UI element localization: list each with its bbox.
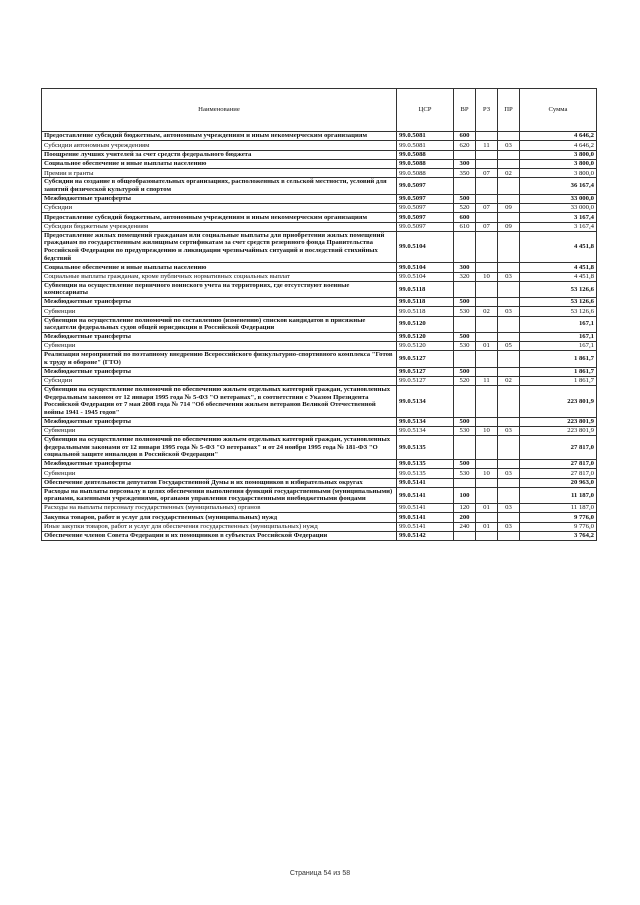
cell-rz: [476, 351, 498, 367]
cell-pr: [498, 316, 520, 332]
cell-vr: 520: [454, 203, 476, 212]
cell-rz: 01: [476, 342, 498, 351]
cell-csr: 99.0.5118: [397, 307, 454, 316]
cell-vr: 600: [454, 132, 476, 141]
cell-csr: 99.0.5088: [397, 159, 454, 168]
cell-pr: 03: [498, 141, 520, 150]
cell-sum: 33 000,0: [520, 194, 597, 203]
cell-vr: 350: [454, 169, 476, 178]
cell-pr: [498, 478, 520, 487]
cell-pr: 03: [498, 469, 520, 478]
cell-vr: [454, 231, 476, 262]
cell-sum: 36 167,4: [520, 178, 597, 194]
cell-name: Реализация мероприятий по поэтапному внедрению Всероссийского физкультурно-спортивного комплекса "Готов к труду и обороне" (ГТО): [42, 351, 397, 367]
cell-sum: 4 646,2: [520, 132, 597, 141]
page-number: Страница 54 из 58: [289, 870, 351, 877]
cell-pr: 09: [498, 222, 520, 231]
cell-vr: [454, 386, 476, 417]
cell-sum: 4 451,8: [520, 231, 597, 262]
cell-vr: 500: [454, 417, 476, 426]
cell-sum: 223 801,9: [520, 386, 597, 417]
cell-name: Субсидии: [42, 203, 397, 212]
cell-pr: [498, 436, 520, 460]
header-csr: ЦСР: [397, 89, 454, 132]
table-row: [42, 351, 597, 367]
cell-sum: 223 801,9: [520, 417, 597, 426]
cell-csr: 99.0.5081: [397, 141, 454, 150]
table-row: [42, 178, 597, 194]
cell-vr: 600: [454, 213, 476, 222]
cell-name: Социальные выплаты гражданам, кроме публичных нормативных социальных выплат: [42, 272, 397, 281]
cell-vr: 620: [454, 141, 476, 150]
table-row: [42, 150, 597, 159]
cell-csr: 99.0.5141: [397, 478, 454, 487]
cell-sum: 9 776,0: [520, 522, 597, 531]
table-row: [42, 222, 597, 231]
cell-csr: 99.0.5141: [397, 504, 454, 513]
cell-name: Межбюджетные трансферты: [42, 367, 397, 376]
cell-name: Иные закупки товаров, работ и услуг для обеспечения государственных (муниципальных) нужд: [42, 522, 397, 531]
cell-sum: 167,1: [520, 342, 597, 351]
table-row: [42, 132, 597, 141]
cell-name: Межбюджетные трансферты: [42, 459, 397, 468]
cell-name: Субсидии автономным учреждениям: [42, 141, 397, 150]
cell-pr: [498, 132, 520, 141]
cell-name: Предоставление субсидий бюджетным, автономным учреждениям и иным некоммерческим организациям: [42, 213, 397, 222]
cell-sum: 223 801,9: [520, 426, 597, 435]
cell-csr: 99.0.5134: [397, 417, 454, 426]
cell-pr: [498, 194, 520, 203]
table-row: [42, 417, 597, 426]
cell-name: Обеспечение членов Совета Федерации и их помощников в субъектах Российской Федерации: [42, 531, 397, 540]
cell-csr: 99.0.5141: [397, 487, 454, 503]
cell-name: Субсидии на создание в общеобразовательных организациях, расположенных в сельской местности, условий для занятий физической культурой и спортом: [42, 178, 397, 194]
cell-csr: 99.0.5135: [397, 436, 454, 460]
cell-rz: 01: [476, 522, 498, 531]
cell-rz: [476, 531, 498, 540]
budget-table: [41, 88, 597, 541]
table-row: [42, 141, 597, 150]
cell-vr: [454, 351, 476, 367]
cell-vr: [454, 531, 476, 540]
table-row: [42, 522, 597, 531]
cell-csr: 99.0.5118: [397, 281, 454, 297]
cell-vr: 530: [454, 342, 476, 351]
cell-vr: [454, 478, 476, 487]
cell-csr: 99.0.5104: [397, 231, 454, 262]
table-row: [42, 436, 597, 460]
cell-vr: 120: [454, 504, 476, 513]
cell-sum: 27 817,0: [520, 459, 597, 468]
cell-sum: 3 764,2: [520, 531, 597, 540]
cell-csr: 99.0.5120: [397, 316, 454, 332]
cell-pr: [498, 417, 520, 426]
table-row: [42, 332, 597, 341]
table-row: [42, 459, 597, 468]
cell-pr: [498, 332, 520, 341]
cell-csr: 99.0.5134: [397, 386, 454, 417]
table-row: [42, 367, 597, 376]
cell-rz: [476, 194, 498, 203]
table-row: [42, 469, 597, 478]
cell-csr: 99.0.5097: [397, 213, 454, 222]
table-row: [42, 478, 597, 487]
cell-pr: [498, 298, 520, 307]
table-body: [42, 132, 597, 541]
cell-rz: 02: [476, 307, 498, 316]
cell-rz: 01: [476, 504, 498, 513]
cell-sum: 27 817,0: [520, 469, 597, 478]
cell-rz: [476, 231, 498, 262]
cell-rz: [476, 316, 498, 332]
cell-csr: 99.0.5118: [397, 298, 454, 307]
cell-vr: 300: [454, 159, 476, 168]
table-row: [42, 307, 597, 316]
cell-vr: 500: [454, 367, 476, 376]
cell-vr: 520: [454, 376, 476, 385]
cell-rz: [476, 386, 498, 417]
cell-csr: 99.0.5135: [397, 459, 454, 468]
cell-pr: [498, 178, 520, 194]
cell-rz: [476, 281, 498, 297]
cell-vr: 530: [454, 426, 476, 435]
cell-rz: [476, 263, 498, 272]
cell-name: Поощрение лучших учителей за счет средств федерального бюджета: [42, 150, 397, 159]
cell-vr: 320: [454, 272, 476, 281]
table-row: [42, 194, 597, 203]
cell-name: Субвенции на осуществление полномочий по составлению (изменению) списков кандидатов в присяжные заседатели федеральных судов общей юрисдикции в Российской Федерации: [42, 316, 397, 332]
cell-name: Субвенции: [42, 426, 397, 435]
cell-rz: 11: [476, 141, 498, 150]
cell-rz: 10: [476, 426, 498, 435]
table-row: [42, 513, 597, 522]
table-row: [42, 316, 597, 332]
cell-pr: 05: [498, 342, 520, 351]
header-vr: ВР: [454, 89, 476, 132]
cell-csr: 99.0.5134: [397, 426, 454, 435]
cell-pr: [498, 213, 520, 222]
table-row: [42, 426, 597, 435]
cell-rz: [476, 417, 498, 426]
cell-pr: [498, 367, 520, 376]
header-pr: ПР: [498, 89, 520, 132]
cell-csr: 99.0.5088: [397, 169, 454, 178]
table-row: [42, 213, 597, 222]
cell-pr: 03: [498, 504, 520, 513]
cell-csr: 99.0.5104: [397, 272, 454, 281]
cell-vr: 200: [454, 513, 476, 522]
cell-pr: 03: [498, 426, 520, 435]
cell-csr: 99.0.5097: [397, 203, 454, 212]
cell-name: Субвенции на осуществление полномочий по обеспечению жильем отдельных категорий граждан, установленных федеральными законами от 12 января 1995 года № 5-ФЗ "О ветеранах" и от 24 ноября 1995 года № 181-ФЗ "О социальной защите инвалидов в Российской Федерации": [42, 436, 397, 460]
cell-rz: [476, 150, 498, 159]
cell-name: Субсидии бюджетным учреждениям: [42, 222, 397, 231]
cell-name: Межбюджетные трансферты: [42, 298, 397, 307]
cell-csr: 99.0.5135: [397, 469, 454, 478]
cell-pr: [498, 487, 520, 503]
cell-sum: 3 800,0: [520, 150, 597, 159]
cell-sum: 27 817,0: [520, 436, 597, 460]
cell-sum: 167,1: [520, 316, 597, 332]
cell-rz: [476, 513, 498, 522]
cell-csr: 99.0.5141: [397, 522, 454, 531]
cell-pr: 03: [498, 522, 520, 531]
cell-sum: 1 861,7: [520, 351, 597, 367]
cell-vr: 500: [454, 459, 476, 468]
cell-rz: 10: [476, 469, 498, 478]
cell-name: Субвенции: [42, 469, 397, 478]
cell-rz: [476, 298, 498, 307]
table-row: [42, 272, 597, 281]
cell-name: Субвенции на осуществление первичного воинского учета на территориях, где отсутствуют военные комиссариаты: [42, 281, 397, 297]
cell-pr: [498, 513, 520, 522]
cell-sum: 167,1: [520, 332, 597, 341]
header-name: Наименование: [42, 89, 397, 132]
cell-vr: 500: [454, 194, 476, 203]
cell-sum: 11 187,0: [520, 487, 597, 503]
cell-csr: 99.0.5081: [397, 132, 454, 141]
table-row: [42, 298, 597, 307]
cell-sum: 3 800,0: [520, 159, 597, 168]
cell-csr: 99.0.5142: [397, 531, 454, 540]
cell-sum: 1 861,7: [520, 367, 597, 376]
cell-rz: [476, 159, 498, 168]
cell-sum: 3 800,0: [520, 169, 597, 178]
cell-rz: [476, 487, 498, 503]
cell-pr: [498, 386, 520, 417]
cell-pr: 09: [498, 203, 520, 212]
cell-vr: [454, 281, 476, 297]
cell-rz: [476, 332, 498, 341]
cell-csr: 99.0.5097: [397, 194, 454, 203]
table-row: [42, 231, 597, 262]
cell-pr: 03: [498, 272, 520, 281]
cell-vr: 610: [454, 222, 476, 231]
table-row: [42, 281, 597, 297]
cell-name: Субсидии: [42, 376, 397, 385]
header-sum: Сумма: [520, 89, 597, 132]
cell-pr: [498, 150, 520, 159]
cell-vr: 500: [454, 332, 476, 341]
table-header-row: [42, 89, 597, 132]
cell-name: Субвенции на осуществление полномочий по обеспечению жильем отдельных категорий граждан, установленных Федеральным законом от 12 января 1995 года № 5-ФЗ "О ветеранах", в соответствии с Указом Президента Российской Федерации от 7 мая 2008 года № 714 "Об обеспечении жильем ветеранов Великой Отечественной войны 1941 - 1945 годов": [42, 386, 397, 417]
cell-pr: 02: [498, 169, 520, 178]
cell-sum: 4 451,8: [520, 263, 597, 272]
cell-vr: [454, 316, 476, 332]
cell-sum: 3 167,4: [520, 213, 597, 222]
cell-rz: [476, 367, 498, 376]
cell-sum: 53 126,6: [520, 298, 597, 307]
cell-sum: 9 776,0: [520, 513, 597, 522]
cell-csr: 99.0.5127: [397, 351, 454, 367]
cell-csr: 99.0.5097: [397, 178, 454, 194]
cell-csr: 99.0.5127: [397, 367, 454, 376]
cell-name: Предоставление жилых помещений гражданам или социальные выплаты для приобретения жилых помещений гражданам по государственным жилищным сертификатам за счет средств резервного фонда Правительства Российской Федерации по предупреждению и ликвидации чрезвычайных ситуаций и последствий стихийных бедствий: [42, 231, 397, 262]
table-row: [42, 263, 597, 272]
cell-vr: 530: [454, 307, 476, 316]
cell-vr: 500: [454, 298, 476, 307]
cell-name: Предоставление субсидий бюджетным, автономным учреждениям и иным некоммерческим организациям: [42, 132, 397, 141]
table-row: [42, 376, 597, 385]
cell-name: Обеспечение деятельности депутатов Государственной Думы и их помощников в избирательных округах: [42, 478, 397, 487]
cell-csr: 99.0.5097: [397, 222, 454, 231]
cell-rz: [476, 132, 498, 141]
cell-name: Субвенции: [42, 307, 397, 316]
cell-sum: 20 963,0: [520, 478, 597, 487]
cell-name: Социальное обеспечение и иные выплаты населению: [42, 159, 397, 168]
cell-vr: 530: [454, 469, 476, 478]
cell-rz: [476, 213, 498, 222]
cell-vr: [454, 436, 476, 460]
cell-rz: [476, 436, 498, 460]
cell-csr: 99.0.5127: [397, 376, 454, 385]
cell-sum: 3 167,4: [520, 222, 597, 231]
cell-vr: [454, 150, 476, 159]
cell-rz: 07: [476, 169, 498, 178]
cell-sum: 53 126,6: [520, 281, 597, 297]
cell-csr: 99.0.5120: [397, 332, 454, 341]
cell-pr: [498, 231, 520, 262]
cell-sum: 4 451,8: [520, 272, 597, 281]
cell-rz: [476, 459, 498, 468]
header-rz: РЗ: [476, 89, 498, 132]
cell-sum: 11 187,0: [520, 504, 597, 513]
cell-sum: 1 861,7: [520, 376, 597, 385]
cell-pr: [498, 263, 520, 272]
cell-name: Расходы на выплаты персоналу в целях обеспечения выполнения функций государственными (муниципальными) органами, казенными учреждениями, органами управления государственными внебюджетными фондами: [42, 487, 397, 503]
cell-sum: 53 126,6: [520, 307, 597, 316]
cell-pr: [498, 351, 520, 367]
table-row: [42, 504, 597, 513]
cell-name: Межбюджетные трансферты: [42, 332, 397, 341]
table-row: [42, 386, 597, 417]
cell-csr: 99.0.5088: [397, 150, 454, 159]
cell-rz: 07: [476, 203, 498, 212]
cell-vr: 240: [454, 522, 476, 531]
cell-name: Межбюджетные трансферты: [42, 417, 397, 426]
cell-csr: 99.0.5104: [397, 263, 454, 272]
table-row: [42, 169, 597, 178]
table-row: [42, 203, 597, 212]
cell-sum: 33 000,0: [520, 203, 597, 212]
cell-rz: 10: [476, 272, 498, 281]
cell-pr: 03: [498, 307, 520, 316]
cell-rz: [476, 478, 498, 487]
cell-sum: 4 646,2: [520, 141, 597, 150]
table-row: [42, 531, 597, 540]
table-row: [42, 487, 597, 503]
cell-name: Субвенции: [42, 342, 397, 351]
cell-rz: 07: [476, 222, 498, 231]
cell-pr: [498, 531, 520, 540]
cell-name: Межбюджетные трансферты: [42, 194, 397, 203]
table-row: [42, 159, 597, 168]
cell-name: Социальное обеспечение и иные выплаты населению: [42, 263, 397, 272]
cell-vr: 100: [454, 487, 476, 503]
cell-pr: 02: [498, 376, 520, 385]
cell-pr: [498, 459, 520, 468]
cell-name: Закупка товаров, работ и услуг для государственных (муниципальных) нужд: [42, 513, 397, 522]
cell-pr: [498, 159, 520, 168]
cell-vr: 300: [454, 263, 476, 272]
cell-vr: [454, 178, 476, 194]
cell-pr: [498, 281, 520, 297]
cell-csr: 99.0.5120: [397, 342, 454, 351]
cell-rz: [476, 178, 498, 194]
cell-rz: 11: [476, 376, 498, 385]
cell-csr: 99.0.5141: [397, 513, 454, 522]
cell-name: Премии и гранты: [42, 169, 397, 178]
cell-name: Расходы на выплаты персоналу государственных (муниципальных) органов: [42, 504, 397, 513]
table-row: [42, 342, 597, 351]
